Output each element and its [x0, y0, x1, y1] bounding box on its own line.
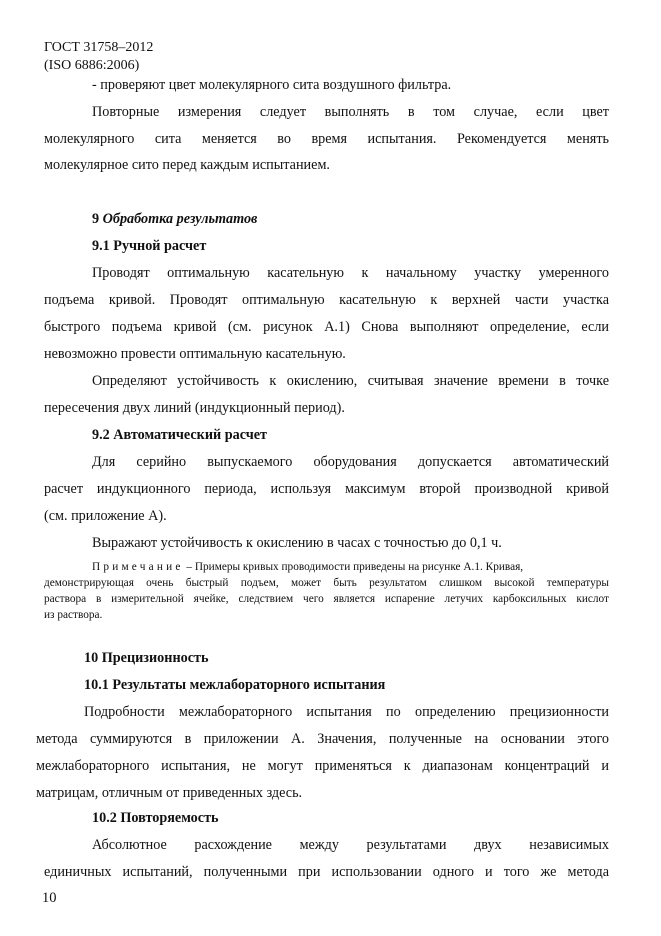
s9-p3-line-3: (см. приложение А).: [44, 508, 167, 524]
s9-p1-line-4: невозможно провести оптимальную касательную.: [44, 346, 346, 362]
intro-line-2: Повторные измерения следует выполнять в том случае, если цвет: [92, 104, 609, 120]
note-line-3: раствора в измерительной ячейке, следствием чего является испарение летучих карбоксильных кислот: [44, 593, 609, 605]
s10-p2-line-1: Абсолютное расхождение между результатами двух независимых: [92, 837, 609, 853]
s9-p1-line-1: Проводят оптимальную касательную к начальному участку умеренного: [92, 265, 609, 281]
section-10-2-heading: 10.2 Повторяемость: [92, 810, 219, 826]
intro-line-3: молекулярного сита меняется во время испытания. Рекомендуется менять: [44, 131, 609, 147]
note-label: Примечание: [92, 561, 184, 573]
intro-line-4: молекулярное сито перед каждым испытанием.: [44, 157, 330, 173]
s10-p1-line-3: межлабораторного испытания, не могут применяться к диапазонам концентраций и: [36, 758, 609, 774]
s9-p1-line-3: быстрого подъема кривой (см. рисунок А.1) Снова выполняют определение, если: [44, 319, 609, 335]
note-line-2: демонстрирующая очень быстрый подъем, может быть результатом слишком высокой температуры: [44, 577, 609, 589]
standard-number: ГОСТ 31758–2012: [44, 40, 154, 55]
s10-p1-line-2: метода суммируются в приложении А. Значения, полученные на основании этого: [36, 731, 609, 747]
note-line-4: из раствора.: [44, 609, 103, 621]
section-9-number: 9: [92, 211, 100, 227]
note-line-1: [92, 561, 609, 574]
s9-p4: Выражают устойчивость к окислению в часах с точностью до 0,1 ч.: [92, 535, 502, 551]
section-9-1-heading: 9.1 Ручной расчет: [92, 238, 207, 254]
section-9-title: Обработка результатов: [102, 211, 258, 227]
note-line-1-text: – Примеры кривых проводимости приведены на рисунке А.1. Кривая,: [183, 561, 524, 573]
section-9-2-heading: 9.2 Автоматический расчет: [92, 427, 267, 443]
s10-p1-line-1: Подробности межлабораторного испытания по определению прецизионности: [84, 704, 609, 720]
s9-p2-line-2: пересечения двух линий (индукционный период).: [44, 400, 345, 416]
s9-p1-line-2: подъема кривой. Проводят оптимальную касательную к верхней части участка: [44, 292, 609, 308]
s9-p2-line-1: Определяют устойчивость к окислению, считывая значение времени в точке: [92, 373, 609, 389]
section-9-heading: [92, 211, 257, 228]
intro-line-1: - проверяют цвет молекулярного сита воздушного фильтра.: [92, 77, 452, 93]
s10-p1-line-4: матрицам, отличным от приведенных здесь.: [36, 785, 303, 801]
s10-p2-line-2: единичных испытаний, полученными при использовании одного и того же метода: [44, 864, 609, 880]
section-10-1-heading: 10.1 Результаты межлабораторного испытания: [84, 677, 386, 693]
s9-p3-line-2: расчет индукционного периода, используя максимум второй производной кривой: [44, 481, 609, 497]
iso-reference: (ISO 6886:2006): [44, 58, 140, 73]
s9-p3-line-1: Для серийно выпускаемого оборудования допускается автоматический: [92, 454, 609, 470]
page-number: 10: [42, 890, 57, 906]
section-10-heading: 10 Прецизионность: [84, 650, 209, 666]
